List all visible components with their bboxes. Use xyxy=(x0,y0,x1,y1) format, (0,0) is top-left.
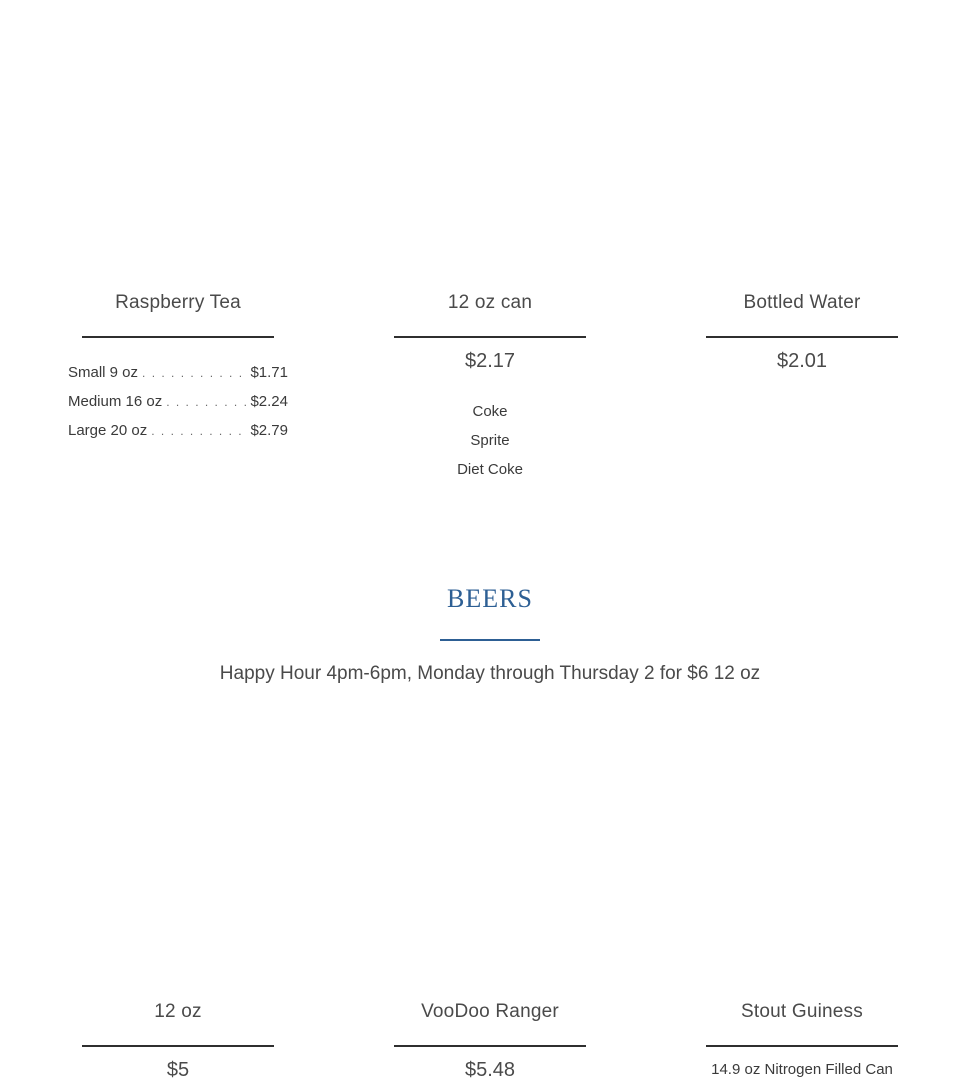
card-title: 12 oz xyxy=(154,1001,202,1022)
card-title: Stout Guiness xyxy=(741,1001,863,1022)
card-price: $2.17 xyxy=(464,350,516,372)
card-title: Bottled Water xyxy=(743,292,861,313)
divider xyxy=(706,1045,898,1047)
leader-dots xyxy=(151,422,246,439)
size-price: $2.24 xyxy=(250,393,288,410)
flavor-item: Diet Coke xyxy=(457,461,523,478)
card-price: $2.01 xyxy=(776,350,828,372)
size-price: $2.79 xyxy=(250,422,288,439)
card-price: $5.48 xyxy=(464,1059,516,1081)
flavor-item: Sprite xyxy=(470,432,510,449)
flavor-item: Coke xyxy=(472,403,508,420)
divider xyxy=(394,336,586,338)
card-title: VooDoo Ranger xyxy=(421,1001,559,1022)
leader-dots xyxy=(142,364,246,381)
card-title: 12 oz can xyxy=(447,292,533,313)
card-title: Raspberry Tea xyxy=(115,292,241,313)
card-description: 14.9 oz Nitrogen Filled Can xyxy=(711,1061,893,1078)
leader-dots xyxy=(166,393,246,410)
size-price: $1.71 xyxy=(250,364,288,381)
divider xyxy=(82,336,274,338)
size-label: Medium 16 oz xyxy=(68,393,163,410)
section-divider xyxy=(440,639,540,641)
divider xyxy=(394,1045,586,1047)
section-title: BEERS xyxy=(447,584,533,613)
divider xyxy=(706,336,898,338)
size-row-small xyxy=(68,364,288,384)
card-price: $5 xyxy=(166,1059,190,1081)
divider xyxy=(82,1045,274,1047)
size-row-medium xyxy=(68,393,288,413)
size-label: Large 20 oz xyxy=(68,422,148,439)
happy-hour-note: Happy Hour 4pm-6pm, Monday through Thursday 2 for $6 12 oz xyxy=(219,663,761,684)
size-row-large xyxy=(68,422,288,442)
size-label: Small 9 oz xyxy=(68,364,139,381)
